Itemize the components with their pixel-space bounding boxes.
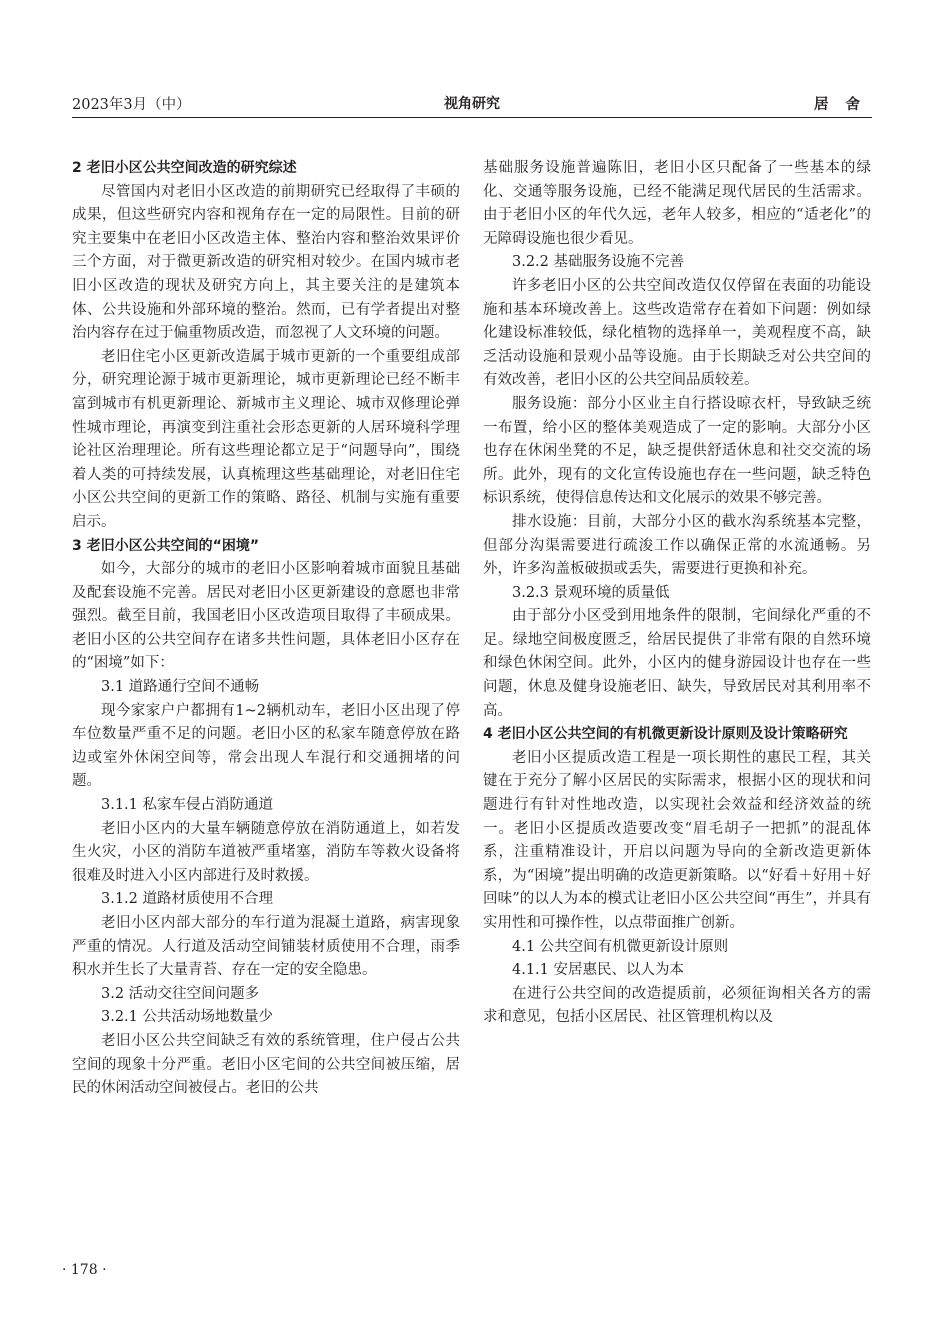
- paragraph: 如今，大部分的城市的老旧小区影响着城市面貌且基础及配套设施不完善。居民对老旧小区更新建设的意愿也非常强烈。截至目前，我国老旧小区改造项目取得了丰硕成果。老旧小区的公共空间存在诸多共性问题，具体老旧小区存在的“困境”如下：: [72, 561, 460, 672]
- paragraph: 老旧小区提质改造工程是一项长期性的惠民工程，其关键在于充分了解小区居民的实际需求，根据小区的现状和问题进行有针对性地改造，以实现社会效益和经济效益的统一。老旧小区提质改造要改变“眉毛胡子一把抓”的混乱体系，注重精准设计，开启以问题为导向的全新改造更新体系，为“困境”提出明确的改造更新策略。以“好看＋好用＋好回味”的以人为本的模式让老旧小区公共空间“再生”，并具有实用性和可操作性，以点带面推广创新。: [483, 749, 871, 931]
- paragraph-continued: 基础服务设施普遍陈旧，老旧小区只配备了一些基本的绿化、交通等服务设施，已经不能满足现代居民的生活需求。由于老旧小区的年代久远，老年人较多，相应的“适老化”的无障碍设施也很少看见。: [483, 160, 871, 247]
- subsection-heading: 3.2.3 景观环境的质量低: [512, 584, 670, 601]
- paragraph: 尽管国内对老旧小区改造的前期研究已经取得了丰硕的成果，但这些研究内容和视角存在一定的局限性。目前的研究主要集中在老旧小区改造主体、整治内容和整治效果评价三个方面，对于微更新改造的研究相对较少。在国内城市老旧小区改造的现状及研究方向上，其主要关注的是建筑本体、公共设施和外部环境的整治。然而，已有学者提出对整治内容存在过于偏重物质改造，而忽视了人文环境的问题。: [72, 183, 460, 342]
- header-divider: [72, 117, 872, 118]
- left-column: [72, 157, 460, 1101]
- subsection-heading: 3.1.2 道路材质使用不合理: [101, 891, 274, 908]
- section-title: 视角研究: [444, 96, 500, 112]
- paragraph: 老旧小区公共空间缺乏有效的系统管理，住户侵占公共空间的现象十分严重。老旧小区宅间的公共空间被压缩，居民的休闲活动空间被侵占。老旧的公共: [72, 1032, 460, 1097]
- paragraph: 现今家家户户都拥有1~2辆机动车，老旧小区出现了停车位数量严重不足的问题。老旧小区的私家车随意停放在路边或室外休闲空间等，常会出现人车混行和交通拥堵的问题。: [72, 702, 460, 790]
- subsection-heading: 3.1 道路通行空间不通畅: [101, 679, 260, 696]
- issue-date: 2023年3月（中）: [72, 97, 191, 113]
- page-number: · 178 ·: [62, 1262, 107, 1278]
- paragraph: 老旧小区内部大部分的车行道为混凝土道路，病害现象严重的情况。人行道及活动空间铺装材质使用不合理，雨季积水并生长了大量青苔、存在一定的安全隐患。: [72, 915, 460, 979]
- paragraph: 排水设施：目前，大部分小区的截水沟系统基本完整，但部分沟渠需要进行疏浚工作以确保正常的水流通畅。另外，许多沟盖板破损或丢失，需要进行更换和补充。: [483, 513, 871, 578]
- subsection-heading: 3.1.1 私家车侵占消防通道: [101, 797, 274, 814]
- journal-name: 居 舍: [813, 97, 866, 113]
- paragraph: 老旧小区内的大量车辆随意停放在消防通道上，如若发生火灾，小区的消防车道被严重堵塞，消防车等救火设备将很难及时进入小区内部进行及时救援。: [72, 820, 460, 884]
- right-column: [483, 157, 871, 1030]
- running-header: [72, 88, 872, 114]
- section-heading: 2 老旧小区公共空间改造的研究综述: [72, 160, 297, 176]
- paragraph: 在进行公共空间的改造提质前，必须征询相关各方的需求和意见，包括小区居民、社区管理机构以及: [483, 985, 871, 1026]
- section-heading: 4 老旧小区公共空间的有机微更新设计原则及设计策略研究: [483, 726, 848, 743]
- paragraph: 老旧住宅小区更新改造属于城市更新的一个重要组成部分，研究理论源于城市更新理论，城市更新理论已经不断丰富到城市有机更新理论、新城市主义理论、城市双修理论弹性城市理论，再演变到注重社会形态更新的人居环境科学理论社区治理理论。所有这些理论都立足于“问题导向”，围绕着人类的可持续发展，认真梳理这些基础理论，对老旧住宅小区公共空间的更新工作的策略、路径、机制与实施有重要启示。: [72, 348, 460, 530]
- subsection-heading: 3.2.2 基础服务设施不完善: [512, 254, 685, 271]
- subsection-heading: 4.1.1 安居惠民、以人为本: [512, 962, 685, 979]
- subsection-heading: 3.2 活动交往空间问题多: [101, 985, 260, 1002]
- paragraph: 许多老旧小区的公共空间改造仅仅停留在表面的功能设施和基本环境改善上。这些改造常存在着如下问题：例如绿化建设标准较低，绿化植物的选择单一，美观程度不高，缺乏活动设施和景观小品等设施。由于长期缺乏对公共空间的有效改善，老旧小区的公共空间品质较差。: [483, 277, 871, 389]
- paragraph: 服务设施：部分小区业主自行搭设晾衣杆，导致缺乏统一布置，给小区的整体美观造成了一定的影响。大部分小区也存在休闲坐凳的不足，缺乏提供舒适休息和社交交流的场所。此外，现有的文化宣传设施也存在一些问题，缺乏特色标识系统，使得信息传达和文化展示的效果不够完善。: [483, 395, 871, 507]
- section-heading: 3 老旧小区公共空间的“困境”: [72, 537, 260, 554]
- paragraph: 由于部分小区受到用地条件的限制，宅间绿化严重的不足。绿地空间极度匮乏，给居民提供了非常有限的自然环境和绿色休闲空间。此外，小区内的健身游园设计也存在一些问题，休息及健身设施老旧、缺失，导致居民对其利用率不高。: [483, 608, 871, 719]
- subsection-heading: 4.1 公共空间有机微更新设计原则: [512, 938, 729, 955]
- subsection-heading: 3.2.1 公共活动场地数量少: [101, 1009, 274, 1026]
